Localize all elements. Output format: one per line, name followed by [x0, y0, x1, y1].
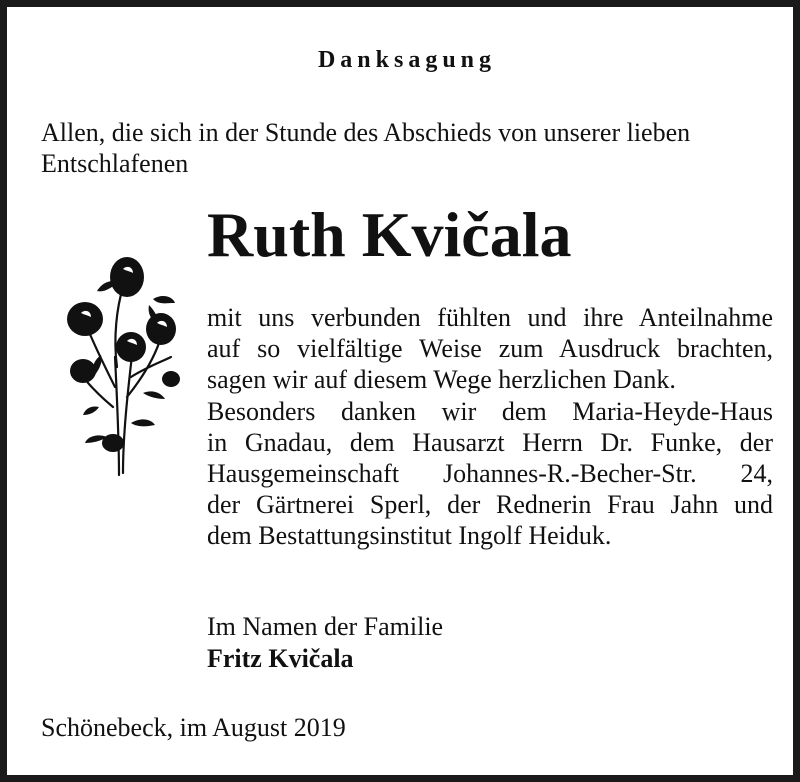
intro-text: [41, 117, 690, 179]
body-line-2: auf so vielfältige Weise zum Ausdruck brachten,: [207, 334, 773, 364]
place-date: Schönebeck, im August 2019: [41, 713, 346, 742]
body-line-1: mit uns verbunden fühlten und ihre Anteilnahme: [207, 303, 773, 332]
body-line-4: Besonders danken wir dem Maria-Heyde-Haus: [207, 396, 773, 426]
body-line-6: Hausgemeinschaft Johannes-R.-Becher-Str. 24,: [207, 459, 773, 489]
body-line-8: dem Bestattungsinstitut Ingolf Heiduk.: [207, 521, 612, 551]
rose-bouquet-icon: [57, 247, 187, 477]
body-line-7: der Gärtnerei Sperl, der Rednerin Frau Jahn und: [207, 490, 773, 520]
signature-line: Im Namen der Familie: [207, 612, 444, 641]
intro-line-1: Allen, die sich in der Stunde des Abschieds von unserer lieben: [41, 118, 691, 147]
intro-line-2: Entschlafenen: [41, 149, 189, 178]
body-text: [207, 302, 773, 552]
deceased-name: Ruth Kvičala: [207, 199, 572, 270]
body-line-3: sagen wir auf diesem Wege herzlichen Dank.: [207, 365, 676, 395]
signature-name: Fritz Kvičala: [207, 644, 354, 673]
body-line-5: in Gnadau, dem Hausarzt Herrn Dr. Funke, der: [207, 427, 773, 457]
heading: Danksagung: [317, 47, 497, 73]
